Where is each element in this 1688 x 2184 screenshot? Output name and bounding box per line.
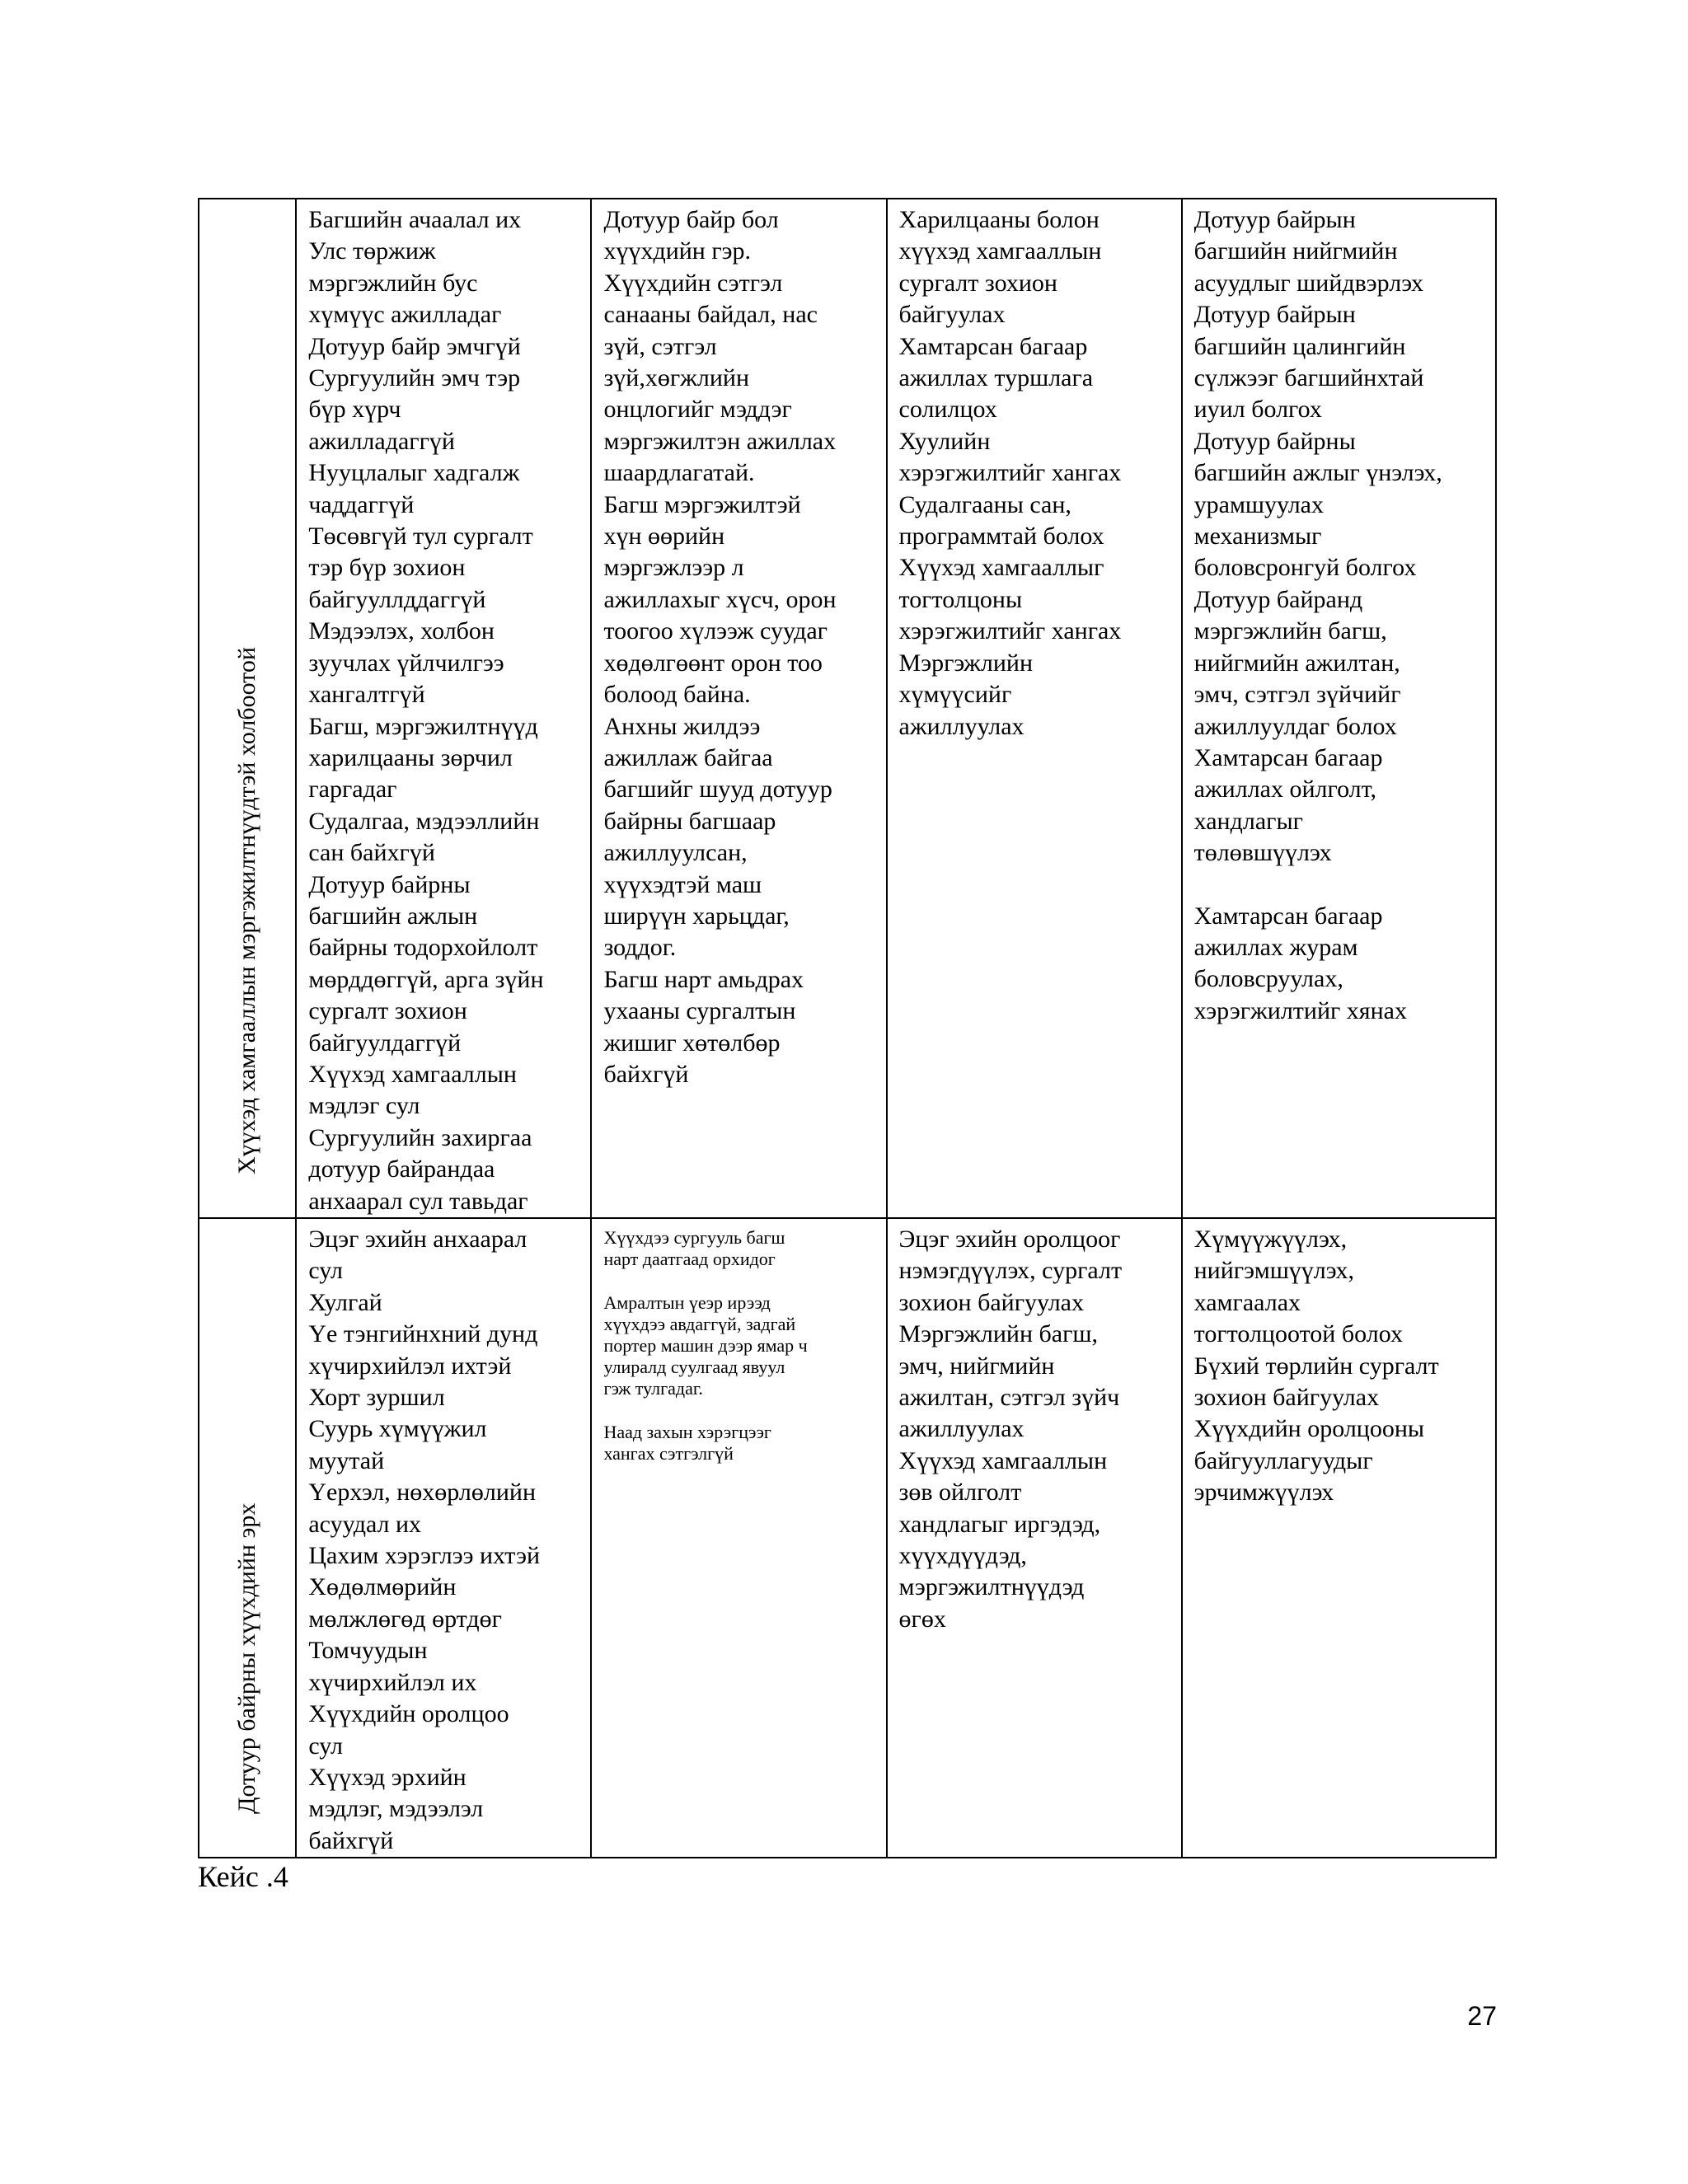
cell-line: Багш нарт амьдрах (603, 965, 804, 993)
cell-line: Хамтарсан багаар (1193, 743, 1383, 771)
cell-line: мэргэжилтнүүдэд (898, 1573, 1085, 1601)
cell-line: механизмыг (1193, 523, 1322, 551)
cell-line: ажиллах журам (1193, 933, 1358, 961)
cell-line: хангах сэтгэлгүй (603, 1443, 734, 1464)
cell-line: тогтолцоотой болох (1193, 1320, 1403, 1348)
cell-line: Мэдээлэх, холбон (308, 617, 495, 645)
cell-line: Бүхий төрлийн сургалт (1193, 1352, 1439, 1380)
cell-line: Хүүхдийн оролцооны (1193, 1415, 1425, 1443)
cell-line: гэж тулгадаг. (603, 1378, 703, 1399)
cell-line: ажиллаж байгаа (603, 743, 773, 771)
cell-line: сүлжээг багшийнхтай (1193, 364, 1424, 392)
cell-line: солилцох (898, 396, 997, 424)
cell-line: сургалт зохион (898, 269, 1057, 297)
cell-line: Багш мэргэжилтэй (603, 490, 801, 518)
cell-line: хамгаалах (1193, 1288, 1301, 1316)
cell-line: хүүхдээ авдаггүй, задгай (603, 1314, 796, 1334)
cell-line: хэрэгжилтийг хянах (1193, 996, 1407, 1024)
cell-lines (308, 1224, 579, 1857)
cell-line: эрчимжүүлэх (1193, 1479, 1334, 1507)
cell-line: Амралтын үеэр ирээд (603, 1292, 771, 1313)
cell-line: сан байхгүй (308, 839, 435, 867)
cell-line: Дотуур байрны (308, 870, 471, 898)
cell-line: харилцааны зөрчил (308, 743, 513, 771)
cell-line: болоод байна. (603, 681, 751, 709)
cell-line: Хулгай (308, 1288, 382, 1316)
cell-line: нийгмийн ажилтан, (1193, 649, 1400, 677)
cell-line: Хамтарсан багаар (1193, 902, 1383, 930)
cell-line: хэрэгжилтийг хангах (898, 459, 1122, 487)
cell-line: мэргэжлээр л (603, 554, 744, 582)
cell-line: зуучлах үйлчилгээ (308, 649, 504, 677)
cell-line: хүчирхийлэл их (308, 1668, 477, 1696)
cell-line: Багшийн ачаалал их (308, 206, 522, 233)
cell-lines (603, 1224, 874, 1465)
cell-line: Хүүхэд хамгааллын (898, 1446, 1108, 1474)
cell-line: ширүүн харьцдаг, (603, 902, 790, 930)
page-number: 27 (1467, 2001, 1497, 2031)
cell-line: төлөвшүүлэх (1193, 839, 1332, 867)
cell-lines (1194, 1224, 1484, 1509)
case-caption: Кейс .4 (198, 1860, 288, 1893)
cell-line: ажиллах туршлага (898, 364, 1094, 392)
cell-line: багшийн ажлыг үнэлэх, (1193, 459, 1442, 487)
cell-line: мэргэжлийн бус (308, 269, 478, 297)
cell-line: иуил болгох (1193, 396, 1322, 424)
cell-line: Томчуудын (308, 1637, 428, 1665)
cell-line: мэргэжилтэн ажиллах (603, 427, 837, 455)
cell-line: Судалгаа, мэдээллийн (308, 807, 540, 835)
cell-line: байгууллагуудыг (1193, 1446, 1373, 1474)
cell-line: нарт даатгаад орхидог (603, 1249, 776, 1269)
cell-line: Хүүхдийн оролцоо (308, 1700, 509, 1728)
cell-line: байрны тодорхойлолт (308, 934, 538, 962)
cell-line: тэр бүр зохион (308, 554, 466, 582)
cell-line: хүүхдүүдэд, (898, 1542, 1027, 1570)
cell-line: Хүүхэд хамгааллыг (898, 554, 1104, 582)
cell-line: программтай болох (898, 523, 1104, 551)
cell-lines (1194, 204, 1484, 1027)
cell-line: санааны байдал, нас (603, 301, 818, 329)
cell-line: багшийн ажлын (308, 902, 478, 930)
cell-line: багшийн нийгмийн (1193, 237, 1398, 265)
row-heading: Хүүхэд хамгааллын мэргэжилтнүүдтэй холбоотой (233, 647, 261, 1174)
cell-line: зохион байгуулах (898, 1288, 1084, 1316)
cell-line: хөдөлгөөнт орон тоо (603, 649, 823, 677)
cell-line: зөв ойлголт (898, 1479, 1022, 1507)
cell-line: Дотуур байр эмчгүй (308, 332, 521, 360)
cell-line: нэмэгдүүлэх, сургалт (898, 1257, 1123, 1285)
cell-line: хангалтгүй (308, 681, 425, 709)
cell-lines (899, 204, 1170, 743)
cell-line: Хүүхдээ сургууль багш (603, 1227, 785, 1248)
cell-lines (899, 1224, 1170, 1635)
cell-line: хүн өөрийн (603, 523, 725, 551)
cell-line: багшийн цалингийн (1193, 332, 1406, 360)
cell-line: нийгэмшүүлэх, (1193, 1257, 1354, 1285)
cell-line: Хүүхдийн сэтгэл (603, 269, 783, 297)
cell-line: Харилцааны болон (898, 206, 1100, 233)
cell-line: тоогоо хүлээж суудаг (603, 617, 828, 645)
cell-line: онцлогийг мэддэг (603, 396, 792, 424)
table-cell (591, 1218, 886, 1858)
cell-line: Цахим хэрэглээ ихтэй (308, 1542, 541, 1570)
cell-line: Суурь хүмүүжил (308, 1415, 487, 1443)
cell-line: хүмүүсийг (898, 681, 1012, 709)
cell-line: ажиллуулдаг болох (1193, 712, 1397, 740)
cell-line: Дотуур байр бол (603, 206, 779, 233)
cell-line: Хорт зуршил (308, 1384, 445, 1412)
cell-line: ажиллуулсан, (603, 839, 748, 867)
cell-line: хүчирхийлэл ихтэй (308, 1352, 512, 1380)
cell-line: бүр хүрч (308, 396, 401, 424)
cell-line: жишиг хөтөлбөр (603, 1029, 781, 1057)
cell-line: хэрэгжилтийг хангах (898, 617, 1122, 645)
cell-line: байгууллддаггүй (308, 585, 486, 613)
cell-line: зүй, сэтгэл (603, 332, 717, 360)
cell-line: анхаарал сул тавьдаг (308, 1187, 528, 1215)
cell-line: Багш, мэргэжилтнүүд (308, 712, 538, 740)
cell-line: хандлагыг иргэдэд, (898, 1510, 1101, 1538)
cell-lines (603, 204, 874, 1090)
cell-line: Нууцлалыг хадгалж (308, 459, 520, 487)
cell-line: эмч, сэтгэл зүйчийг (1193, 681, 1401, 709)
cell-line: гаргадаг (308, 776, 397, 804)
cell-line: тогтолцоны (898, 585, 1023, 613)
cell-line: асуудлыг шийдвэрлэх (1193, 269, 1423, 297)
cell-line: асуудал их (308, 1510, 422, 1538)
cell-line: Дотуур байрын (1193, 301, 1356, 329)
case-table (198, 198, 1497, 1858)
cell-line: Эцэг эхийн анхаарал (308, 1226, 528, 1253)
table-cell (591, 199, 886, 1218)
cell-line: Хүүхэд эрхийн (308, 1763, 467, 1791)
cell-line: Дотуур байрны (1193, 427, 1356, 455)
cell-line: мөрддөггүй, арга зүйн (308, 965, 544, 993)
cell-line: мөлжлөгөд өртдөг (308, 1605, 502, 1633)
cell-line: портер машин дээр ямар ч (603, 1335, 808, 1356)
cell-line: Мэргэжлийн багш, (898, 1320, 1098, 1348)
cell-line: мэргэжлийн багш, (1193, 617, 1387, 645)
cell-line: Мэргэжлийн (898, 649, 1034, 677)
cell-line: сургалт зохион (308, 997, 467, 1025)
cell-line: зоддог. (603, 934, 677, 962)
cell-lines (308, 204, 579, 1217)
cell-line: ажиллуулах (898, 1415, 1025, 1443)
cell-line: ажилтан, сэтгэл зүйч (898, 1384, 1120, 1412)
cell-line: муутай (308, 1446, 385, 1474)
cell-line: Хамтарсан багаар (898, 332, 1088, 360)
cell-line: сул (308, 1732, 343, 1760)
cell-line: мэдлэг, мэдээлэл (308, 1795, 484, 1823)
table-row (199, 1218, 1496, 1858)
cell-line: Төсөвгүй тул сургалт (308, 523, 533, 551)
cell-line: улиралд суулгаад явуул (603, 1357, 785, 1377)
cell-line: байгуулдаггүй (308, 1029, 462, 1057)
cell-line: ажилладаггүй (308, 427, 455, 455)
cell-line: Хүүхэд хамгааллын (308, 1060, 517, 1088)
table-row (199, 199, 1496, 1218)
cell-line: Сургуулийн захиргаа (308, 1123, 532, 1151)
cell-line: байхгүй (603, 1060, 689, 1088)
cell-line: Хуулийн (898, 427, 991, 455)
cell-line: ажиллах ойлголт, (1193, 776, 1376, 804)
cell-line: сул (308, 1257, 343, 1285)
cell-line: Хүмүүжүүлэх, (1193, 1226, 1348, 1253)
cell-line: Эцэг эхийн оролцоог (898, 1226, 1121, 1253)
table-cell (887, 1218, 1182, 1858)
cell-line: хүүхдийн гэр. (603, 237, 752, 265)
cell-line: байхгүй (308, 1826, 394, 1854)
cell-line: ухааны сургалтын (603, 997, 796, 1025)
cell-line: дотуур байрандаа (308, 1155, 495, 1183)
cell-line: Үе тэнгийнхний дунд (308, 1320, 538, 1348)
cell-line: Үерхэл, нөхөрлөлийн (308, 1479, 536, 1507)
table-cell (1182, 199, 1496, 1218)
cell-line: хандлагыг (1193, 807, 1303, 835)
row-heading-cell (199, 199, 296, 1218)
cell-line: хүүхэдтэй маш (603, 870, 762, 898)
cell-line: хүмүүс ажилладаг (308, 301, 502, 329)
cell-line: зүй,хөгжлийн (603, 364, 750, 392)
cell-line: Анхны жилдээ (603, 712, 761, 740)
cell-line: ажиллахыг хүсч, орон (603, 585, 837, 613)
cell-line: зохион байгуулах (1193, 1384, 1380, 1412)
cell-line: ажиллуулах (898, 712, 1025, 740)
cell-line: Дотуур байранд (1193, 585, 1363, 613)
table-cell (296, 1218, 591, 1858)
cell-line: байрны багшаар (603, 807, 776, 835)
cell-line: байгуулах (898, 301, 1006, 329)
cell-line: хүүхэд хамгааллын (898, 237, 1102, 265)
row-heading: Дотуур байрны хүүхдийн эрх (233, 1502, 261, 1815)
cell-line: боловсронгуй болгох (1193, 554, 1417, 582)
cell-line: өгөх (898, 1605, 946, 1633)
cell-line: мэдлэг сул (308, 1092, 420, 1120)
cell-line: чаддаггүй (308, 490, 415, 518)
row-heading-cell (199, 1218, 296, 1858)
cell-line: урамшуулах (1193, 490, 1324, 518)
cell-line: шаардлагатай. (603, 459, 755, 487)
cell-line: Судалгааны сан, (898, 490, 1071, 518)
cell-line: Сургуулийн эмч тэр (308, 364, 521, 392)
cell-line: Наад захын хэрэгцээг (603, 1422, 771, 1442)
cell-line: багшийг шууд дотуур (603, 776, 832, 804)
table-cell (887, 199, 1182, 1218)
cell-line: Улс төржиж (308, 237, 436, 265)
cell-line: боловсруулах, (1193, 965, 1343, 993)
cell-line: эмч, нийгмийн (898, 1352, 1055, 1380)
cell-line: Хөдөлмөрийн (308, 1573, 457, 1601)
table-cell (296, 199, 591, 1218)
cell-line: Дотуур байрын (1193, 206, 1356, 233)
table-cell (1182, 1218, 1496, 1858)
